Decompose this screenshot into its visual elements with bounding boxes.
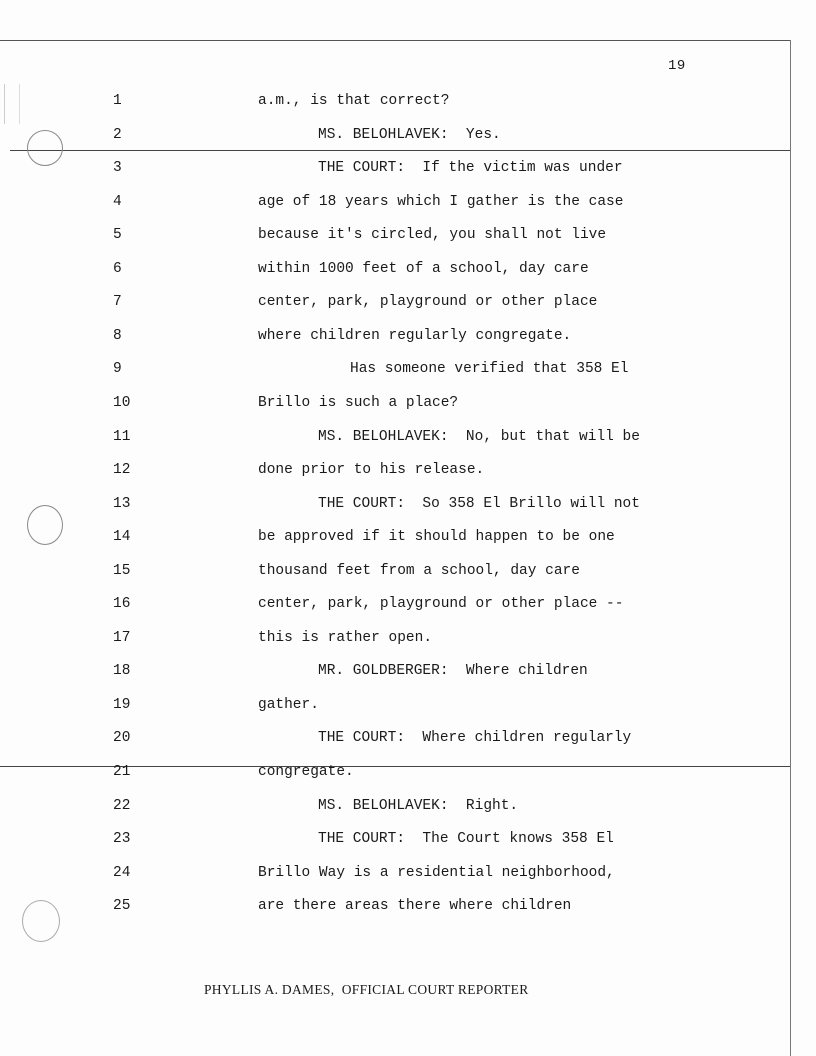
transcript-line (0, 91, 790, 111)
line-text: within 1000 feet of a school, day care (258, 260, 589, 277)
line-number: 11 (113, 428, 131, 445)
line-number: 13 (113, 495, 131, 512)
line-number: 7 (113, 294, 122, 311)
line-number: 23 (113, 831, 131, 848)
transcript-line (0, 695, 790, 715)
transcript-line (0, 796, 790, 816)
line-text: THE COURT: If the victim was under (318, 160, 623, 177)
transcript-line (0, 326, 790, 346)
line-text: a.m., is that correct? (258, 93, 450, 109)
line-text: Brillo is such a place? (258, 394, 459, 411)
line-number: 3 (113, 160, 122, 177)
transcript-line (0, 259, 790, 279)
line-number: 17 (113, 629, 131, 646)
line-number: 12 (113, 462, 131, 479)
reporter-footer: PHYLLIS A. DAMES, OFFICIAL COURT REPORTER (204, 982, 529, 997)
top-rule (0, 40, 790, 41)
transcript-line (0, 359, 790, 379)
line-number: 10 (113, 394, 131, 411)
line-number: 4 (113, 193, 122, 210)
line-text: gather. (258, 696, 319, 713)
line-text: center, park, playground or other place -- (258, 596, 624, 613)
line-text: MS. BELOHLAVEK: Right. (318, 797, 519, 814)
transcript-line (0, 527, 790, 547)
transcript-line (0, 460, 790, 480)
line-number: 15 (113, 562, 131, 579)
transcript-line (0, 896, 790, 916)
line-number: 19 (113, 696, 131, 713)
transcript-line (0, 863, 790, 883)
transcript-line (0, 192, 790, 212)
line-text: Has someone verified that 358 El (350, 361, 629, 378)
line-number: 18 (113, 663, 131, 680)
line-number: 24 (113, 864, 131, 881)
line-text: where children regularly congregate. (258, 327, 572, 344)
transcript-line (0, 628, 790, 648)
line-text: thousand feet from a school, day care (258, 562, 580, 579)
line-number: 16 (113, 596, 131, 613)
line-number: 5 (113, 227, 122, 244)
line-number: 21 (113, 764, 131, 780)
transcript-line (0, 561, 790, 581)
line-text: done prior to his release. (258, 462, 485, 479)
line-text: center, park, playground or other place (258, 294, 598, 311)
line-text: MR. GOLDBERGER: Where children (318, 663, 588, 680)
line-2-rule (10, 150, 790, 151)
line-text: THE COURT: So 358 El Brillo will not (318, 495, 640, 512)
transcript-line (0, 829, 790, 849)
transcript-line (0, 292, 790, 312)
line-number: 1 (113, 93, 122, 109)
transcript-line (0, 762, 790, 782)
transcript-line (0, 728, 790, 748)
line-number: 9 (113, 361, 122, 378)
transcript-line (0, 494, 790, 514)
line-number: 14 (113, 529, 131, 546)
line-number: 25 (113, 898, 131, 915)
transcript-line (0, 125, 790, 145)
line-number: 22 (113, 797, 131, 814)
line-text: MS. BELOHLAVEK: Yes. (318, 126, 501, 143)
line-text: this is rather open. (258, 629, 433, 646)
line-text: age of 18 years which I gather is the case (258, 193, 624, 210)
line-text: be approved if it should happen to be one (258, 529, 615, 546)
transcript-line (0, 158, 790, 178)
line-number: 20 (113, 730, 131, 747)
transcript-line (0, 427, 790, 447)
page-number: 19 (668, 58, 686, 74)
line-number: 6 (113, 260, 122, 277)
transcript-line (0, 225, 790, 245)
transcript-line (0, 661, 790, 681)
line-text: THE COURT: Where children regularly (318, 730, 632, 747)
line-text: are there areas there where children (258, 898, 572, 915)
line-number: 2 (113, 126, 122, 143)
line-text: because it's circled, you shall not live (258, 227, 607, 244)
line-text: MS. BELOHLAVEK: No, but that will be (318, 428, 640, 445)
transcript-line (0, 393, 790, 413)
line-text: Brillo Way is a residential neighborhood, (258, 864, 615, 881)
transcript-line (0, 594, 790, 614)
line-text: THE COURT: The Court knows 358 El (318, 831, 614, 848)
line-number: 8 (113, 327, 122, 344)
right-margin-rule (790, 40, 791, 1056)
line-text: congregate. (258, 764, 354, 780)
